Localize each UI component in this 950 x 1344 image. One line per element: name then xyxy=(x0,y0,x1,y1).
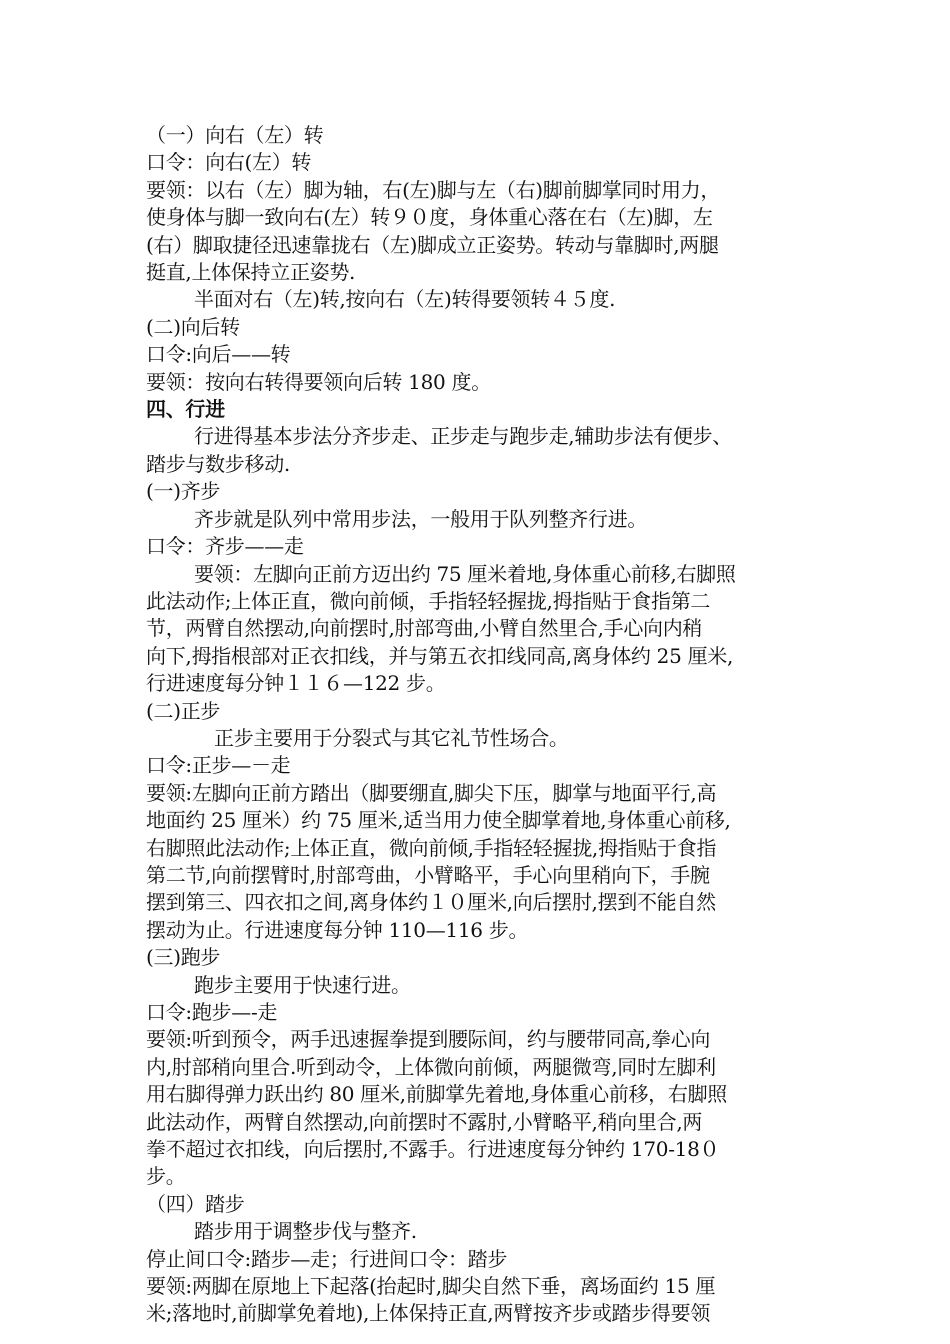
subheading-turn-right: （一）向右（左）转 xyxy=(146,123,324,147)
subheading-mark-time: （四）踏步 xyxy=(146,1191,245,1216)
text-line: 正步主要用于分裂式与其它礼节性场合。 xyxy=(214,725,569,750)
text-line: 跑步主要用于快速行进。 xyxy=(194,972,411,997)
text-line: 右脚照此法动作;上体正直，微向前倾,手指轻轻握拢,拇指贴于食指 xyxy=(146,835,717,860)
text-line: 踏步与数步移动. xyxy=(146,451,290,476)
text-line: 口令:向后——转 xyxy=(146,342,291,367)
text-line: 内,肘部稍向里合.听到动令，上体微向前倾，两腿微弯,同时左脚利 xyxy=(146,1054,716,1079)
text-line: 使身体与脚一致向右(左）转９０度，身体重心落在右（左)脚，左 xyxy=(146,205,713,230)
text-line: 行进得基本步法分齐步走、正步走与跑步走,辅助步法有便步、 xyxy=(194,424,732,449)
text-line: 口令:正步—－走 xyxy=(146,753,291,778)
text-line: 节，两臂自然摆动,向前摆时,肘部弯曲,小臂自然里合,手心向内稍 xyxy=(146,616,703,641)
text-line: 口令：向右(左）转 xyxy=(146,150,312,175)
section-heading-march: 四、行进 xyxy=(146,397,225,422)
text-line: 要领:左脚向正前方踏出（脚要绷直,脚尖下压，脚掌与地面平行,高 xyxy=(146,780,717,805)
text-line: 要领：按向右转得要领向后转 180 度。 xyxy=(146,369,491,394)
text-line: 要领：以右（左）脚为轴，右(左)脚与左（右)脚前脚掌同时用力， xyxy=(146,177,721,202)
subheading-goose-step: (二)正步 xyxy=(146,698,221,723)
text-line: 向下,拇指根部对正衣扣线，并与第五衣扣线同高,离身体约 25 厘米, xyxy=(146,643,734,668)
text-line: 行进速度每分钟１１６—122 步。 xyxy=(146,671,446,696)
text-line: 齐步就是队列中常用步法，一般用于队列整齐行进。 xyxy=(194,506,648,531)
text-line: 用右脚得弹力跃出约 80 厘米,前脚掌先着地,身体重心前移，右脚照 xyxy=(146,1082,727,1107)
text-line: 地面约 25 厘米）约 75 厘米,适当用力使全脚掌着地,身体重心前移, xyxy=(146,808,731,833)
text-line: 米;落地时,前脚掌免着地),上体保持正直,两臂按齐步或踏步得要领 xyxy=(146,1301,711,1326)
text-line: 口令:跑步—-走 xyxy=(146,1000,278,1024)
subheading-quick-step: (一)齐步 xyxy=(146,479,221,504)
subheading-double-time: (三)跑步 xyxy=(146,945,221,970)
text-line: (右）脚取捷径迅速靠拢右（左)脚成立正姿势。转动与靠脚时,两腿 xyxy=(146,232,719,257)
text-line: 踏步用于调整步伐与整齐. xyxy=(194,1219,417,1244)
text-line: 停止间口令:踏步—走；行进间口令：踏步 xyxy=(146,1246,508,1271)
text-line: 半面对右（左)转,按向右（左)转得要领转４５度. xyxy=(194,287,616,312)
text-line: 步。 xyxy=(146,1164,186,1189)
text-line: 口令：齐步——走 xyxy=(146,534,304,559)
text-line: 第二节,向前摆臂时,肘部弯曲，小臂略平，手心向里稍向下，手腕 xyxy=(146,862,710,887)
text-line: 挺直,上体保持立正姿势. xyxy=(146,260,356,285)
text-line: 摆动为止。行进速度每分钟 110—116 步。 xyxy=(146,917,529,942)
text-line: 摆到第三、四衣扣之间,离身体约１０厘米,向后摆肘,摆到不能自然 xyxy=(146,890,716,915)
text-line: 要领：左脚向正前方迈出约 75 厘米着地,身体重心前移,右脚照 xyxy=(194,561,736,586)
text-line: 要领:听到预令，两手迅速握拳提到腰际间，约与腰带同高,拳心向 xyxy=(146,1027,711,1052)
text-line: 此法动作;上体正直，微向前倾，手指轻轻握拢,拇指贴于食指第二 xyxy=(146,588,711,613)
text-line: 拳不超过衣扣线，向后摆肘,不露手。行进速度每分钟约 170-18０ xyxy=(146,1137,720,1162)
text-line: 此法动作，两臂自然摆动,向前摆时不露肘,小臂略平,稍向里合,两 xyxy=(146,1109,703,1134)
document-body xyxy=(146,122,818,1328)
text-line: 要领:两脚在原地上下起落(抬起时,脚尖自然下垂，离场面约 15 厘 xyxy=(146,1274,716,1299)
subheading-turn-back: (二)向后转 xyxy=(146,314,240,339)
